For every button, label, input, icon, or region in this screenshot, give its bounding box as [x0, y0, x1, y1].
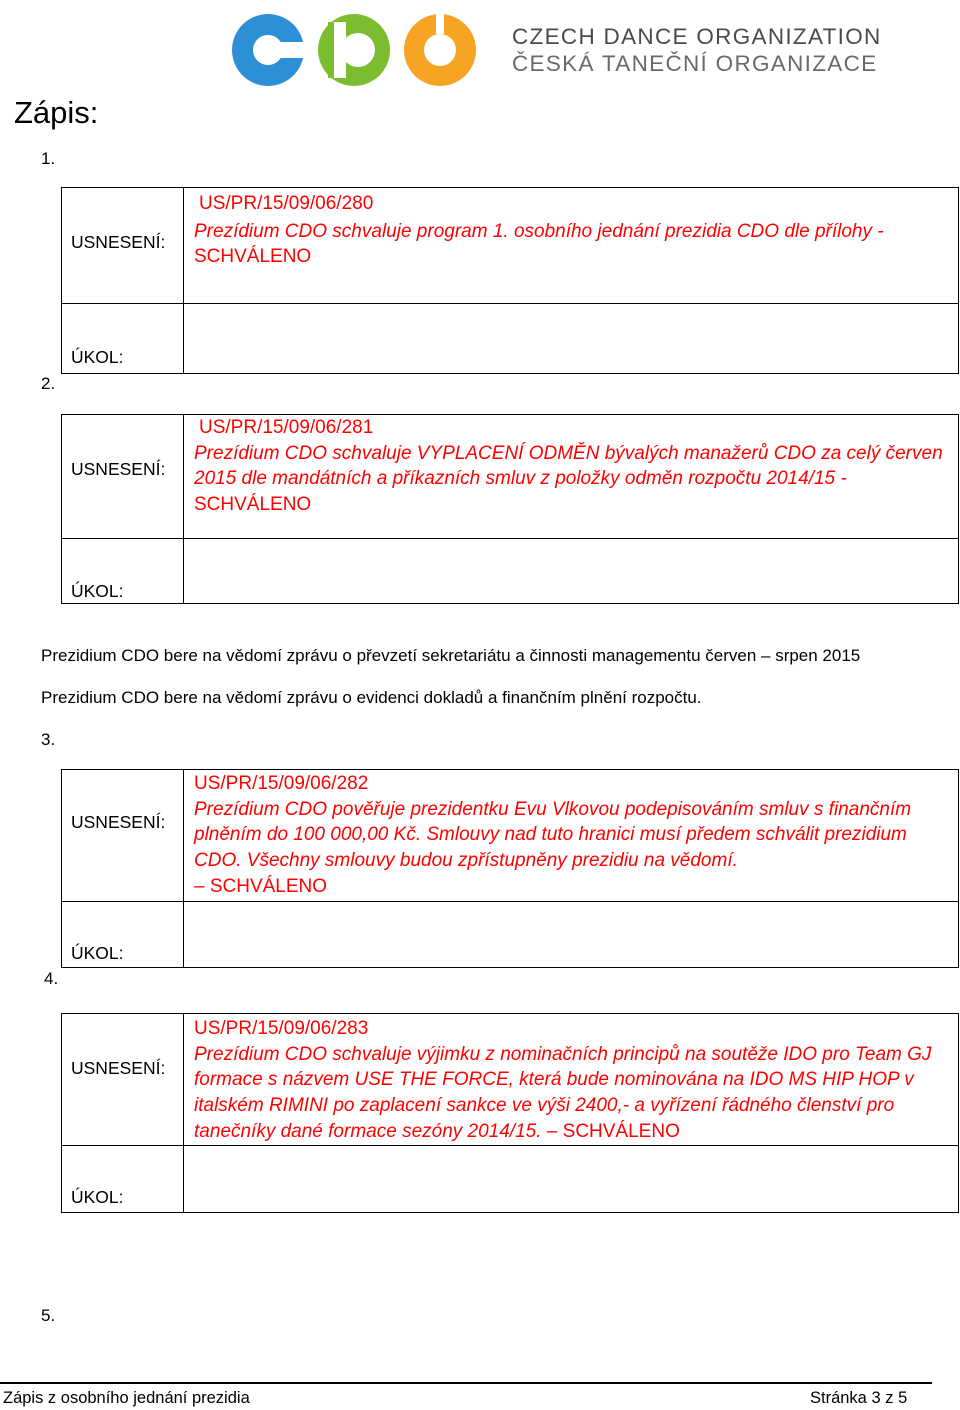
org-name-cz: ČESKÁ TANEČNÍ ORGANIZACE — [512, 51, 878, 76]
status-approved: – SCHVÁLENO — [546, 1120, 680, 1142]
status-approved: SCHVÁLENO — [194, 246, 312, 268]
resolution-label: USNESENÍ: — [71, 232, 166, 252]
task-cell — [184, 304, 958, 373]
resolution-code: US/PR/15/09/06/282 — [194, 773, 369, 794]
resolution-text: US/PR/15/09/06/282 Prezídium CDO pověřuje prezidentku Evu Vlkovou podepisováním smluv s finančním plněním do 100 000,00 Kč. Smlouvy nad tuto hranici musí předem schválit prezidium CDO. Všechny smlouvy budou zpřístupněny prezidiu na vědomí. – SCHVÁLENO — [184, 770, 958, 901]
resolution-table-1 — [61, 187, 959, 374]
task-row — [62, 304, 958, 373]
item-number-2: 2. — [41, 374, 56, 393]
task-cell — [184, 539, 958, 603]
resolution-text: US/PR/15/09/06/281 Prezídium CDO schvaluje VYPLACENÍ ODMĚN bývalých manažerů CDO za celý červen 2015 dle mandátních a příkazních smluv z položky odměn rozpočtu 2014/15 - SCHVÁLENO — [184, 415, 958, 538]
resolution-label: USNESENÍ: — [71, 812, 166, 832]
status-approved: SCHVÁLENO — [194, 494, 312, 516]
status-approved: – SCHVÁLENO — [194, 875, 328, 897]
cdo-logo-icon — [230, 12, 490, 88]
task-label: ÚKOL: — [71, 347, 124, 367]
task-row — [62, 902, 958, 967]
resolution-text: US/PR/15/09/06/283 Prezídium CDO schvaluje výjimku z nominačních principů na soutěže IDO pro Team GJ formace s názvem USE THE FORCE, která bude nominována na IDO MS HIP HOP v italském RIMINI po zaplacení sankce ve výši 2400,- a vyřízení řádného členství pro tanečníky dané formace sezóny 2014/15. – SCHVÁLENO — [184, 1014, 958, 1145]
footer-title: Zápis z osobního jednání prezidia — [3, 1389, 250, 1407]
resolution-code: US/PR/15/09/06/280 — [199, 193, 374, 214]
page-current: 3 — [871, 1389, 881, 1407]
note-line-2: Prezidium CDO bere na vědomí zprávu o evidenci dokladů a finančním plnění rozpočtu. — [41, 688, 702, 707]
page-indicator: Stránka 3 z 5 — [810, 1389, 908, 1407]
resolution-text: US/PR/15/09/06/280 Prezídium CDO schvaluje program 1. osobního jednání prezidia CDO dle přílohy - SCHVÁLENO — [184, 188, 958, 303]
resolution-table-3 — [61, 769, 959, 968]
resolution-code: US/PR/15/09/06/283 — [194, 1018, 369, 1039]
task-label: ÚKOL: — [71, 943, 124, 963]
resolution-table-2 — [61, 414, 959, 604]
task-cell — [184, 902, 958, 967]
task-label: ÚKOL: — [71, 581, 124, 601]
page-total: 5 — [898, 1389, 908, 1407]
footer-divider — [0, 1382, 932, 1384]
task-label: ÚKOL: — [71, 1187, 124, 1207]
org-name-en: CZECH DANCE ORGANIZATION — [512, 24, 882, 49]
item-number-3: 3. — [41, 730, 56, 749]
item-number-5: 5. — [41, 1306, 56, 1325]
task-row — [62, 539, 958, 603]
resolution-row — [62, 1014, 958, 1146]
resolution-table-4 — [61, 1013, 959, 1213]
item-number-1: 1. — [41, 149, 56, 168]
item-number-4: 4. — [44, 969, 59, 988]
page-heading: Zápis: — [14, 95, 99, 130]
resolution-row — [62, 415, 958, 539]
resolution-row — [62, 770, 958, 902]
task-cell — [184, 1146, 958, 1212]
resolution-label: USNESENÍ: — [71, 459, 166, 479]
resolution-label: USNESENÍ: — [71, 1058, 166, 1078]
note-line-1: Prezidium CDO bere na vědomí zprávu o převzetí sekretariátu a činnosti managementu červen – srpen 2015 — [41, 646, 861, 665]
resolution-row — [62, 188, 958, 304]
org-logo — [230, 12, 882, 88]
task-row — [62, 1146, 958, 1212]
resolution-code: US/PR/15/09/06/281 — [199, 417, 374, 438]
